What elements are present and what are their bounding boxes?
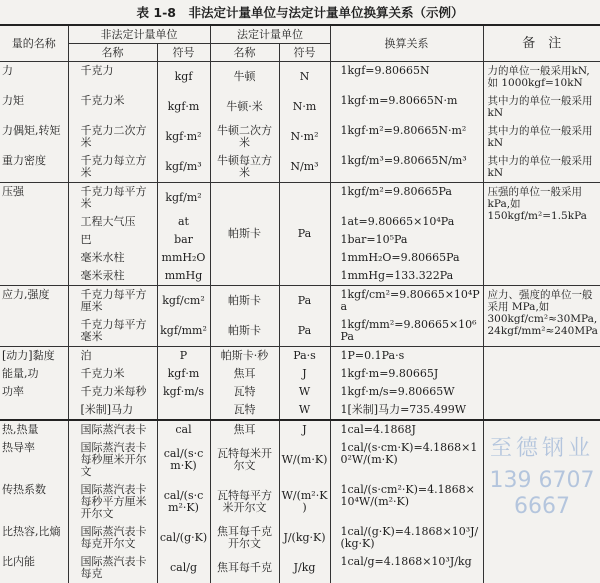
table-row bbox=[0, 286, 600, 317]
non-legal-name-cell: 毫米水柱 bbox=[68, 249, 157, 267]
header-legal-name: 名称 bbox=[210, 44, 279, 62]
non-legal-symbol-cell: cal/(g·K) bbox=[157, 523, 210, 553]
relation-cell: 1kgf/m²=9.80665Pa bbox=[330, 183, 483, 214]
header-legal: 法定计量单位 bbox=[210, 25, 330, 44]
legal-symbol-cell: Pa bbox=[279, 316, 330, 347]
table-group bbox=[0, 183, 600, 286]
quantity-cell: 热导率 bbox=[0, 439, 68, 481]
legal-symbol-cell: W bbox=[279, 401, 330, 420]
relation-cell: 1kgf·m²=9.80665N·m² bbox=[330, 122, 483, 152]
non-legal-symbol-cell: kgf·m bbox=[157, 365, 210, 383]
relation-cell: 1mmH₂O=9.80665Pa bbox=[330, 249, 483, 267]
non-legal-name-cell: 国际蒸汽表卡每秒厘米开尔文 bbox=[68, 439, 157, 481]
legal-symbol-cell: N·m² bbox=[279, 122, 330, 152]
non-legal-symbol-cell: kgf/m² bbox=[157, 183, 210, 214]
note-cell bbox=[483, 347, 600, 421]
legal-name-cell: 焦耳每千克 bbox=[210, 553, 279, 583]
relation-cell: 1cal/(g·K)=4.1868×10³J/(kg·K) bbox=[330, 523, 483, 553]
header-non-legal: 非法定计量单位 bbox=[68, 25, 210, 44]
non-legal-symbol-cell: mmH₂O bbox=[157, 249, 210, 267]
non-legal-name-cell: 国际蒸汽表卡每克 bbox=[68, 553, 157, 583]
table-row bbox=[0, 62, 600, 93]
non-legal-symbol-cell: cal/g bbox=[157, 553, 210, 583]
legal-name-cell: 帕斯卡·秒 bbox=[210, 347, 279, 366]
watermark-phone: 139 6707 6667 bbox=[489, 468, 595, 519]
note-cell: 其中力的单位一般采用 kN bbox=[483, 92, 600, 122]
non-legal-name-cell: 泊 bbox=[68, 347, 157, 366]
legal-name-cell: 瓦特 bbox=[210, 401, 279, 420]
quantity-cell: 力矩 bbox=[0, 92, 68, 122]
quantity-cell: 力偶矩,转矩 bbox=[0, 122, 68, 152]
non-legal-symbol-cell: kgf·m bbox=[157, 92, 210, 122]
non-legal-name-cell: [米制]马力 bbox=[68, 401, 157, 420]
relation-cell: 1kgf/m³=9.80665N/m³ bbox=[330, 152, 483, 183]
relation-cell: 1P=0.1Pa·s bbox=[330, 347, 483, 366]
non-legal-name-cell: 工程大气压 bbox=[68, 213, 157, 231]
table-group bbox=[0, 347, 600, 421]
legal-name-cell: 焦耳 bbox=[210, 365, 279, 383]
quantity-cell: 传热系数 bbox=[0, 481, 68, 523]
note-cell: 应力、强度的单位一般采用 MPa,如 300kgf/cm²≈30MPa, 24kgf/mm²≈240MPa bbox=[483, 286, 600, 347]
header-quantity: 量的名称 bbox=[0, 25, 68, 62]
legal-symbol-cell: N·m bbox=[279, 92, 330, 122]
quantity-cell: 力 bbox=[0, 62, 68, 93]
non-legal-symbol-cell: bar bbox=[157, 231, 210, 249]
non-legal-symbol-cell: kgf·m² bbox=[157, 122, 210, 152]
non-legal-name-cell: 千克力米每秒 bbox=[68, 383, 157, 401]
legal-name-cell: 牛顿每立方米 bbox=[210, 152, 279, 183]
relation-cell: 1kgf·m=9.80665N·m bbox=[330, 92, 483, 122]
relation-cell: 1cal=4.1868J bbox=[330, 420, 483, 439]
legal-name-cell: 焦耳 bbox=[210, 420, 279, 439]
table-row bbox=[0, 152, 600, 183]
quantity-cell: 能量,功 bbox=[0, 365, 68, 383]
header-non-legal-name: 名称 bbox=[68, 44, 157, 62]
legal-symbol-cell: N/m³ bbox=[279, 152, 330, 183]
non-legal-symbol-cell: cal/(s·cm·K) bbox=[157, 439, 210, 481]
legal-name-cell: 焦耳每千克开尔文 bbox=[210, 523, 279, 553]
non-legal-name-cell: 千克力每立方米 bbox=[68, 152, 157, 183]
quantity-cell: [动力]黏度 bbox=[0, 347, 68, 366]
non-legal-name-cell: 国际蒸汽表卡每克开尔文 bbox=[68, 523, 157, 553]
quantity-cell: 压强 bbox=[0, 183, 68, 286]
non-legal-symbol-cell: at bbox=[157, 213, 210, 231]
note-cell: 压强的单位一般采用 kPa,如 150kgf/m²=1.5kPa bbox=[483, 183, 600, 286]
non-legal-symbol-cell: P bbox=[157, 347, 210, 366]
relation-cell: 1mmHg=133.322Pa bbox=[330, 267, 483, 286]
quantity-cell: 功率 bbox=[0, 383, 68, 420]
legal-symbol-cell: J bbox=[279, 420, 330, 439]
non-legal-name-cell: 毫米汞柱 bbox=[68, 267, 157, 286]
non-legal-name-cell: 千克力 bbox=[68, 62, 157, 93]
relation-cell: 1kgf/cm²=9.80665×10⁴Pa bbox=[330, 286, 483, 317]
non-legal-name-cell: 国际蒸汽表卡每秒平方厘米开尔文 bbox=[68, 481, 157, 523]
table-group bbox=[0, 286, 600, 347]
table-title: 表 1-8 非法定计量单位与法定计量单位换算关系（示例） bbox=[136, 5, 464, 20]
relation-cell: 1at=9.80665×10⁴Pa bbox=[330, 213, 483, 231]
legal-name-cell: 帕斯卡 bbox=[210, 316, 279, 347]
table-header bbox=[0, 25, 600, 62]
relation-cell: 1cal/(s·cm²·K)=4.1868×10⁴W/(m²·K) bbox=[330, 481, 483, 523]
table-row bbox=[0, 183, 600, 214]
non-legal-symbol-cell: mmHg bbox=[157, 267, 210, 286]
quantity-cell: 重力密度 bbox=[0, 152, 68, 183]
legal-symbol-cell: Pa·s bbox=[279, 347, 330, 366]
non-legal-symbol-cell bbox=[157, 401, 210, 420]
non-legal-name-cell: 千克力每平方毫米 bbox=[68, 316, 157, 347]
legal-symbol-cell: Pa bbox=[279, 183, 330, 286]
watermark-name: 至德钢业 bbox=[489, 436, 594, 461]
relation-cell: 1kgf·m/s=9.80665W bbox=[330, 383, 483, 401]
legal-symbol-cell: W/(m·K) bbox=[279, 439, 330, 481]
relation-cell: 1kgf/mm²=9.80665×10⁶Pa bbox=[330, 316, 483, 347]
legal-name-cell: 瓦特每米开尔文 bbox=[210, 439, 279, 481]
quantity-cell: 应力,强度 bbox=[0, 286, 68, 347]
quantity-cell: 比热容,比熵 bbox=[0, 523, 68, 553]
table-group bbox=[0, 62, 600, 183]
non-legal-name-cell: 千克力二次方米 bbox=[68, 122, 157, 152]
non-legal-name-cell: 千克力米 bbox=[68, 365, 157, 383]
table-row bbox=[0, 122, 600, 152]
legal-name-cell: 瓦特 bbox=[210, 383, 279, 401]
quantity-cell: 比内能 bbox=[0, 553, 68, 583]
legal-name-cell: 帕斯卡 bbox=[210, 183, 279, 286]
legal-name-cell: 帕斯卡 bbox=[210, 286, 279, 317]
legal-symbol-cell: J bbox=[279, 365, 330, 383]
non-legal-name-cell: 千克力米 bbox=[68, 92, 157, 122]
legal-symbol-cell: W/(m²·K) bbox=[279, 481, 330, 523]
header-non-legal-symbol: 符号 bbox=[157, 44, 210, 62]
table-row bbox=[0, 347, 600, 366]
relation-cell: 1[米制]马力=735.499W bbox=[330, 401, 483, 420]
legal-name-cell: 牛顿·米 bbox=[210, 92, 279, 122]
header-legal-symbol: 符号 bbox=[279, 44, 330, 62]
legal-name-cell: 牛顿二次方米 bbox=[210, 122, 279, 152]
legal-symbol-cell: J/kg bbox=[279, 553, 330, 583]
quantity-cell: 热,热量 bbox=[0, 420, 68, 439]
relation-cell: 1cal/g=4.1868×10³J/kg bbox=[330, 553, 483, 583]
non-legal-name-cell: 千克力每平方厘米 bbox=[68, 286, 157, 317]
non-legal-symbol-cell: cal bbox=[157, 420, 210, 439]
legal-name-cell: 瓦特每平方米开尔文 bbox=[210, 481, 279, 523]
non-legal-symbol-cell: kgf/m³ bbox=[157, 152, 210, 183]
legal-name-cell: 牛顿 bbox=[210, 62, 279, 93]
relation-cell: 1kgf=9.80665N bbox=[330, 62, 483, 93]
header-note: 备 注 bbox=[483, 25, 600, 62]
non-legal-symbol-cell: cal/(s·cm²·K) bbox=[157, 481, 210, 523]
note-cell: 力的单位一般采用kN,如 1000kgf=10kN bbox=[483, 62, 600, 93]
non-legal-symbol-cell: kgf·m/s bbox=[157, 383, 210, 401]
legal-symbol-cell: J/(kg·K) bbox=[279, 523, 330, 553]
non-legal-symbol-cell: kgf bbox=[157, 62, 210, 93]
relation-cell: 1bar=10⁵Pa bbox=[330, 231, 483, 249]
non-legal-name-cell: 国际蒸汽表卡 bbox=[68, 420, 157, 439]
note-cell: 其中力的单位一般采用 kN bbox=[483, 152, 600, 183]
legal-symbol-cell: N bbox=[279, 62, 330, 93]
non-legal-symbol-cell: kgf/cm² bbox=[157, 286, 210, 317]
header-relation: 换算关系 bbox=[330, 25, 483, 62]
non-legal-name-cell: 巴 bbox=[68, 231, 157, 249]
table-row bbox=[0, 92, 600, 122]
note-cell: 其中力的单位一般采用 kN bbox=[483, 122, 600, 152]
legal-symbol-cell: Pa bbox=[279, 286, 330, 317]
non-legal-symbol-cell: kgf/mm² bbox=[157, 316, 210, 347]
relation-cell: 1cal/(s·cm·K)=4.1868×10²W/(m·K) bbox=[330, 439, 483, 481]
relation-cell: 1kgf·m=9.80665J bbox=[330, 365, 483, 383]
legal-symbol-cell: W bbox=[279, 383, 330, 401]
non-legal-name-cell: 千克力每平方米 bbox=[68, 183, 157, 214]
